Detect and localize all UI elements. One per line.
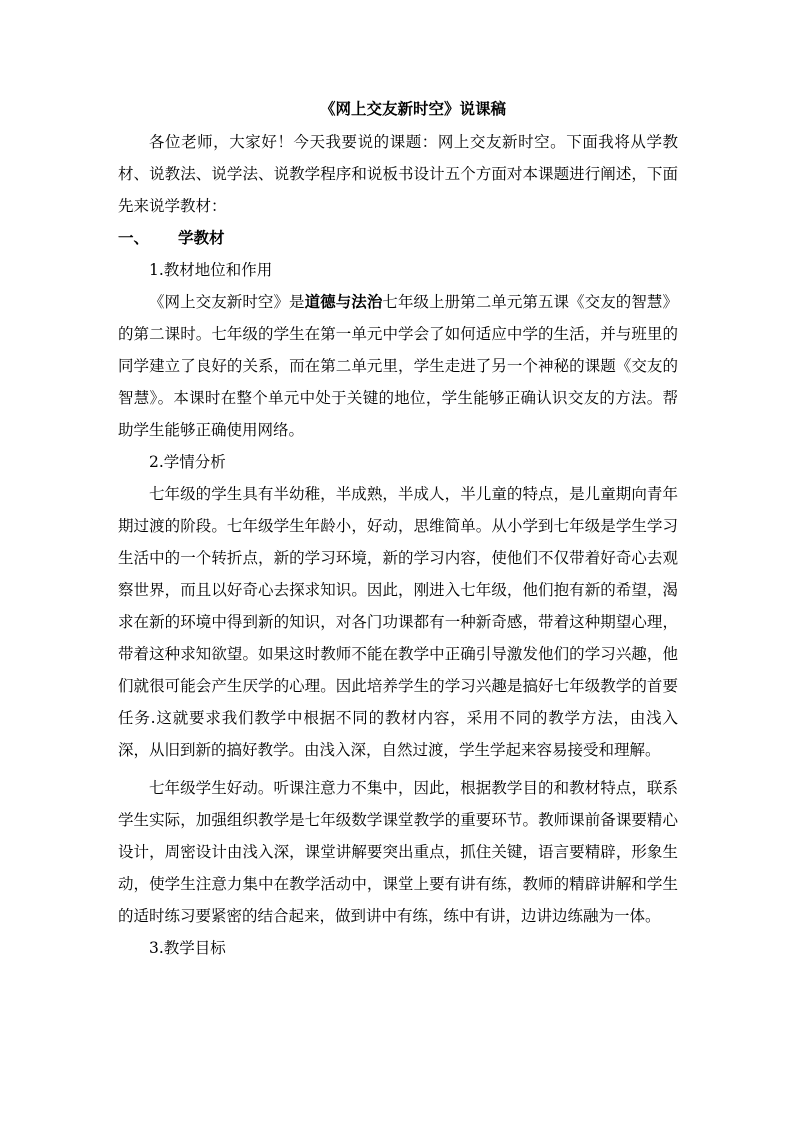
- text-span: 七年级上册第二单元第五课《交友的智慧》的第二课时。七年级的学生在第一单元中学会了如何适应中学的生活，并与班里的同学建立了良好的关系，而在第二单元里，学生走进了另一个神秘的课题《交友的智慧》。本课时在整个单元中处于关键的地位，学生能够正确认识交友的方法。帮助学生能够正确使用网络。: [118, 293, 678, 439]
- section-number: 一、: [118, 228, 150, 247]
- subheading-1: 1.教材地位和作用: [149, 261, 273, 279]
- paragraph-student-analysis-1: 七年级的学生具有半幼稚，半成熟，半成人，半儿童的特点，是儿童期向青年期过渡的阶段。七年级学生年龄小，好动，思维简单。从小学到七年级是学生学习生活中的一个转折点，新的学习环境，新的学习内容，使他们不仅带着好奇心去观察世界，而且以好奇心去探求知识。因此，刚进入七年级，他们抱有新的希望，渴求在新的环境中得到新的知识，对各门功课都有一种新奇感，带着这种期望心理，带着这种求知欲望。如果这时教师不能在教学中正确引导激发他们的学习兴趣，他们就很可能会产生厌学的心理。因此培养学生的学习兴趣是搞好七年级教学的首要任务.这就要求我们教学中根据不同的教材内容，采用不同的教学方法，由浅入深，从旧到新的搞好教学。由浅入深，自然过渡，学生学起来容易接受和理解。: [118, 485, 678, 759]
- text-span: 《网上交友新时空》是: [149, 293, 305, 311]
- document-page: [118, 98, 678, 964]
- paragraph-student-analysis-2: 七年级学生好动。听课注意力不集中，因此，根据教学目的和教材特点，联系学生实际，加强组织教学是七年级数学课堂教学的重要环节。教师课前备课要精心设计，周密设计由浅入深，课堂讲解要突出重点，抓住关键，语言要精辟，形象生动，使学生注意力集中在教学活动中，课堂上要有讲有练，教师的精辟讲解和学生的适时练习要紧密的结合起来，做到讲中有练，练中有讲，边讲边练融为一体。: [118, 779, 678, 925]
- section-heading-1: [118, 222, 678, 254]
- bold-subject: 道德与法治: [304, 292, 383, 311]
- paragraph-textbook-role: [118, 286, 678, 446]
- subheading-2: 2.学情分析: [149, 453, 226, 471]
- section-title: 学教材: [178, 228, 225, 247]
- document-title: 《网上交友新时空》说课稿: [319, 99, 506, 118]
- subheading-3: 3.教学目标: [149, 939, 226, 957]
- intro-paragraph: 各位老师，大家好！今天我要说的课题：网上交友新时空。下面我将从学教材、说教法、说学法、说教学程序和说板书设计五个方面对本课题进行阐述，下面先来说学教材：: [118, 133, 678, 215]
